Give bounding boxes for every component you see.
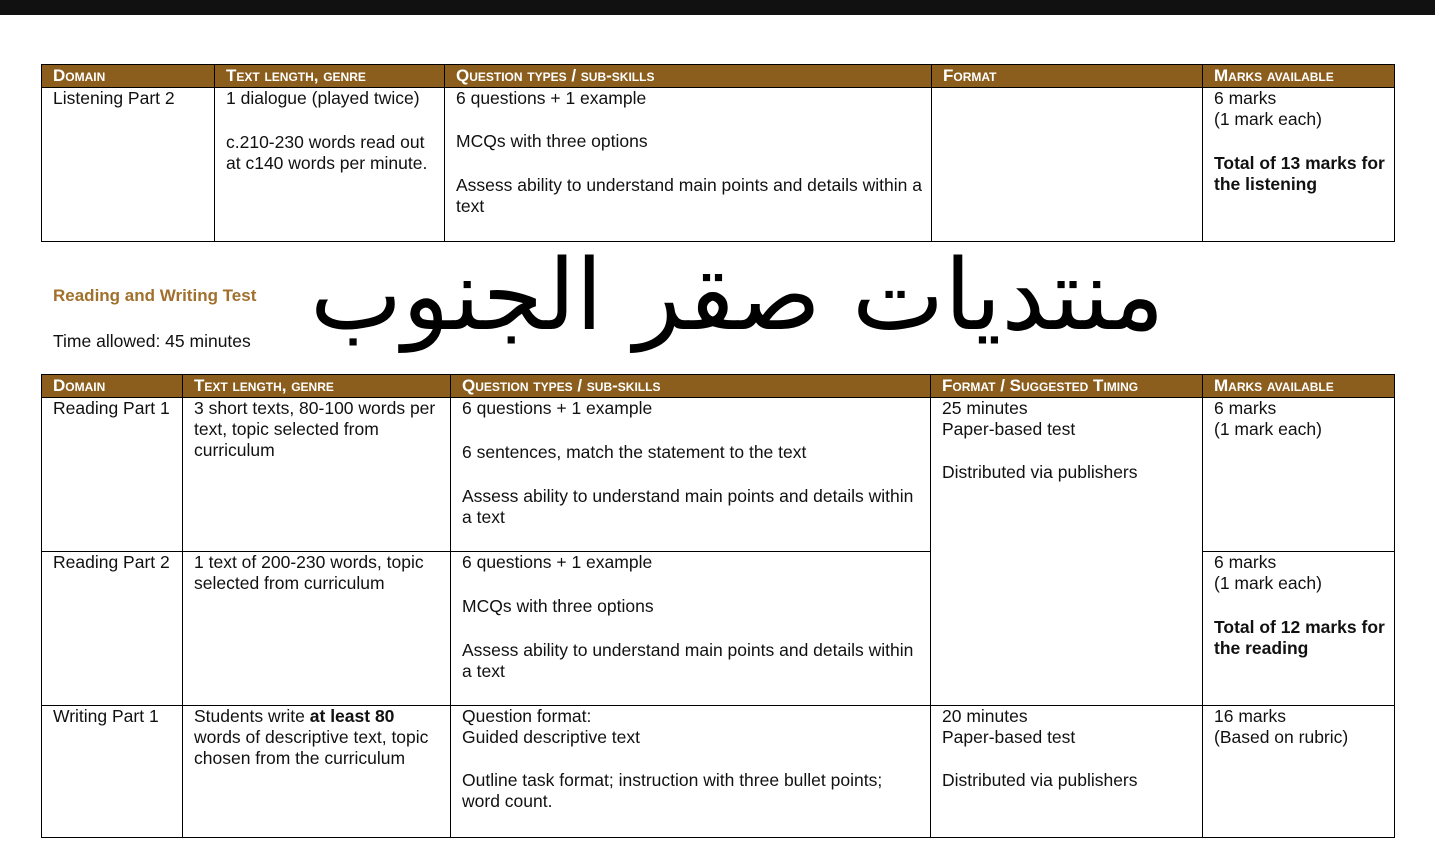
format-line: Distributed via publishers: [942, 462, 1138, 482]
question-type-line: Outline task format; instruction with three bullet points; word count.: [462, 770, 883, 811]
question-type-line: Assess ability to understand main points and details within a text: [462, 486, 914, 527]
text-length-post: words of descriptive text, topic chosen from the curriculum: [194, 727, 429, 768]
marks-line: (1 mark each): [1214, 573, 1322, 593]
cell-domain: Reading Part 2: [42, 552, 183, 706]
time-allowed: Time allowed: 45 minutes: [53, 331, 251, 351]
cell-text-length: [215, 88, 445, 242]
cell-marks: [1203, 552, 1395, 706]
text-length-emphasis: at least 80: [309, 706, 395, 726]
header-format: Format: [932, 65, 1203, 88]
marks-line: 6 marks: [1214, 398, 1277, 418]
table-header-row: [42, 375, 1395, 398]
format-line: Paper-based test: [942, 419, 1076, 439]
cell-domain: Writing Part 1: [42, 706, 183, 838]
cell-domain: Listening Part 2: [42, 88, 215, 242]
cell-marks: [1203, 398, 1395, 552]
cell-question-types: [445, 88, 932, 242]
header-domain: Domain: [42, 375, 183, 398]
marks-line: (1 mark each): [1214, 419, 1322, 439]
question-type-line: MCQs with three options: [456, 131, 648, 151]
marks-line: 16 marks: [1214, 706, 1286, 726]
table-row: [42, 88, 1395, 242]
question-type-line: 6 questions + 1 example: [462, 398, 653, 418]
header-text-length: Text length, genre: [215, 65, 445, 88]
question-type-line: Assess ability to understand main points and details within a text: [462, 640, 914, 681]
format-line: Distributed via publishers: [942, 770, 1138, 790]
section-title: Reading and Writing Test: [53, 286, 257, 305]
text-length-line: 1 dialogue (played twice): [226, 88, 420, 108]
cell-question-types: [451, 398, 931, 552]
marks-line: (1 mark each): [1214, 109, 1322, 129]
question-type-line: MCQs with three options: [462, 596, 654, 616]
cell-format: [932, 88, 1203, 242]
cell-format-timing: [931, 706, 1203, 838]
top-bar: [0, 0, 1435, 15]
cell-domain: Reading Part 1: [42, 398, 183, 552]
table-row: [42, 706, 1395, 838]
text-length-line: c.210-230 words read out at c140 words per minute.: [226, 132, 428, 173]
watermark-text: منتديات صقر الجنوب: [310, 239, 1165, 353]
cell-text-length: [183, 706, 451, 838]
cell-question-types: [451, 552, 931, 706]
marks-total: Total of 12 marks for the reading: [1214, 617, 1385, 658]
marks-line: 6 marks: [1214, 88, 1277, 108]
question-type-line: 6 sentences, match the statement to the text: [462, 442, 807, 462]
question-type-line: Guided descriptive text: [462, 727, 641, 747]
cell-marks: [1203, 706, 1395, 838]
marks-line: 6 marks: [1214, 552, 1277, 572]
reading-writing-spec-table: [41, 374, 1395, 838]
cell-marks: [1203, 88, 1395, 242]
question-type-line: Question format:: [462, 706, 592, 726]
header-question-types: Question types / sub-skills: [445, 65, 932, 88]
format-line: 25 minutes: [942, 398, 1028, 418]
format-line: Paper-based test: [942, 727, 1076, 747]
table-header-row: [42, 65, 1395, 88]
text-length-pre: Students write: [194, 706, 305, 726]
listening-spec-table: [41, 64, 1395, 242]
marks-line: (Based on rubric): [1214, 727, 1349, 747]
question-type-line: Assess ability to understand main points and details within a text: [456, 175, 922, 216]
cell-text-length: 1 text of 200-230 words, topic selected from curriculum: [183, 552, 451, 706]
cell-format-timing: [931, 398, 1203, 706]
header-marks: Marks available: [1203, 375, 1395, 398]
cell-question-types: [451, 706, 931, 838]
table-row: [42, 398, 1395, 552]
cell-text-length: 3 short texts, 80-100 words per text, topic selected from curriculum: [183, 398, 451, 552]
question-type-line: 6 questions + 1 example: [462, 552, 653, 572]
header-text-length: Text length, genre: [183, 375, 451, 398]
header-marks: Marks available: [1203, 65, 1395, 88]
format-line: 20 minutes: [942, 706, 1028, 726]
marks-total: Total of 13 marks for the listening: [1214, 153, 1385, 194]
question-type-line: 6 questions + 1 example: [456, 88, 647, 108]
header-domain: Domain: [42, 65, 215, 88]
header-question-types: Question types / sub-skills: [451, 375, 931, 398]
header-format-timing: Format / Suggested Timing: [931, 375, 1203, 398]
